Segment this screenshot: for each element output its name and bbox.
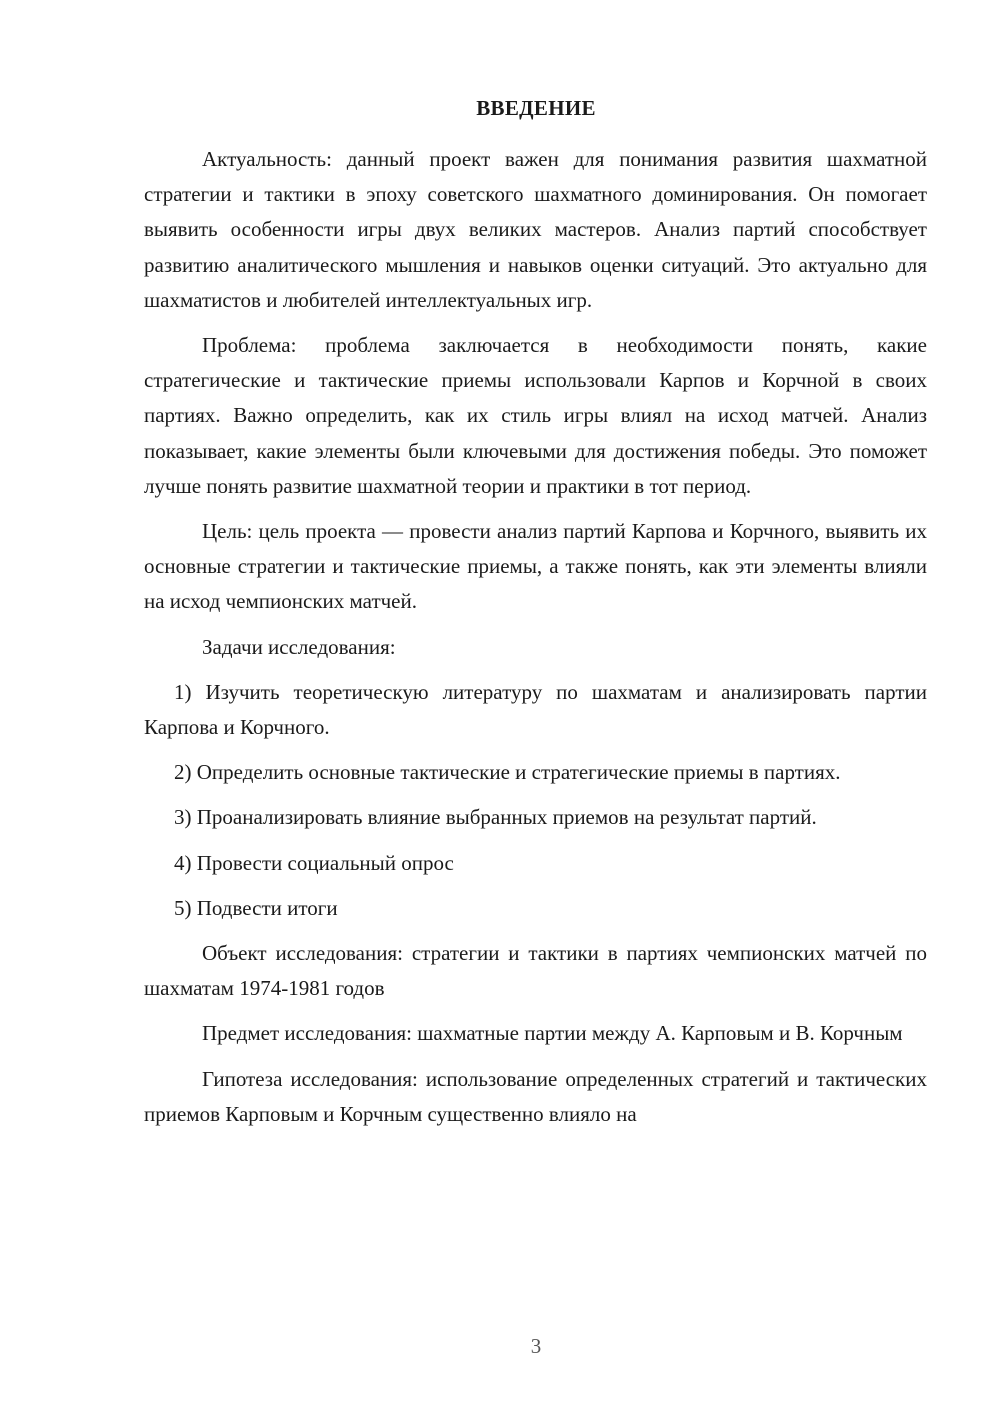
paragraph-tasks-heading: Задачи исследования:: [202, 634, 396, 659]
paragraph-goal: Цель: цель проекта — провести анализ партий Карпова и Корчного, выявить их основные стратегии и тактические приемы, а также понять, как эти элементы влияли на исход чемпионских матчей.: [144, 519, 927, 614]
paragraph-hypothesis: Гипотеза исследования: использование определенных стратегий и тактических приемов Карповым и Корчным существенно влияло на: [144, 1066, 927, 1126]
page-title: ВВЕДЕНИЕ: [476, 96, 596, 120]
body-text: [144, 142, 927, 1142]
list-item-task-1: 1) Изучить теоретическую литературу по шахматам и анализировать партии Карпова и Корчного.: [144, 679, 927, 740]
list-item-task-3: 3) Проанализировать влияние выбранных приемов на результат партий.: [174, 805, 817, 830]
page-number: 3: [530, 1334, 542, 1358]
paragraph-subject: Предмет исследования: шахматные партии между А. Карповым и В. Корчным: [202, 1021, 903, 1046]
list-item-task-4: 4) Провести социальный опрос: [174, 850, 454, 875]
list-item-task-2: 2) Определить основные тактические и стратегические приемы в партиях.: [174, 760, 841, 785]
paragraph-object: Объект исследования: стратегии и тактики в партиях чемпионских матчей по шахматам 1974-1981 годов: [144, 941, 927, 1001]
paragraph-relevance: Актуальность: данный проект важен для понимания развития шахматной стратегии и тактики в эпоху советского шахматного доминирования. Он помогает выявить особенности игры двух великих мастеров. Анализ партий способствует развитию аналитического мышления и навыков оценки ситуаций. Это актуально для шахматистов и любителей интеллектуальных игр.: [144, 147, 927, 312]
list-item-task-5: 5) Подвести итоги: [174, 895, 338, 920]
paragraph-problem: Проблема: проблема заключается в необходимости понять, какие стратегические и тактические приемы использовали Карпов и Корчной в своих партиях. Важно определить, как их стиль игры влиял на исход матчей. Анализ показывает, какие элементы были ключевыми для достижения победы. Это поможет лучше понять развитие шахматной теории и практики в тот период.: [144, 333, 927, 498]
